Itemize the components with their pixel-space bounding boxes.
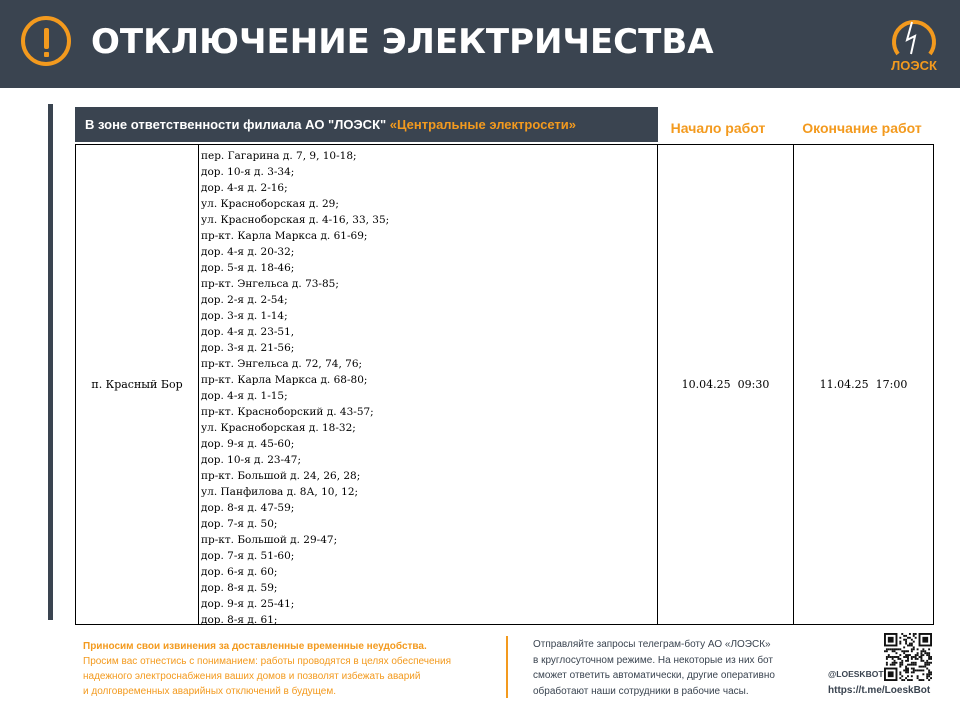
warning-icon: [21, 16, 71, 66]
address-item: дор. 6-я д. 60;: [201, 566, 278, 578]
address-item: дор. 7-я д. 51-60;: [201, 550, 295, 562]
bot-info-line: сможет ответить автоматически, другие оперативно: [533, 670, 775, 681]
address-item: дор. 4-я д. 20-32;: [201, 246, 295, 258]
end-time-cell: 11.04.25 17:00: [819, 378, 908, 391]
address-item: дор. 3-я д. 21-56;: [201, 342, 295, 354]
address-item: дор. 10-я д. 23-47;: [201, 454, 302, 466]
address-item: ул. Красноборская д. 29;: [201, 198, 339, 210]
addresses-cell: [199, 145, 658, 624]
address-item: дор. 10-я д. 3-34;: [201, 166, 295, 178]
address-item: дор. 8-я д. 47-59;: [201, 502, 295, 514]
side-accent-bar: [48, 104, 53, 620]
column-header-end: Окончание работ: [802, 120, 922, 136]
address-item: ул. Красноборская д. 4-16, 33, 35;: [201, 214, 390, 226]
footer-divider: [506, 636, 508, 698]
apology-line: и долговременных аварийных отключений в будущем.: [83, 686, 336, 697]
page-title: ОТКЛЮЧЕНИЕ ЭЛЕКТРИЧЕСТВА: [91, 22, 714, 62]
address-item: пр-кт. Большой д. 29-47;: [201, 534, 338, 546]
address-item: ул. Красноборская д. 18-32;: [201, 422, 356, 434]
address-item: пр-кт. Красноборский д. 43-57;: [201, 406, 374, 418]
bot-info-line: в круглосуточном режиме. На некоторые из них бот: [533, 654, 773, 666]
address-item: дор. 9-я д. 45-60;: [201, 438, 295, 450]
address-item: дор. 8-я д. 59;: [201, 582, 278, 594]
address-item: пр-кт. Карла Маркса д. 61-69;: [201, 230, 368, 242]
zone-branch: «Центральные электросети»: [389, 117, 576, 132]
qr-code-icon[interactable]: [884, 633, 932, 681]
zone-header: [75, 107, 658, 142]
bot-link[interactable]: https://t.me/LoeskBot: [828, 685, 931, 696]
address-item: дор. 2-я д. 2-54;: [201, 294, 288, 306]
bot-info-line: обработают наши сотрудники в рабочие часы.: [533, 685, 749, 697]
bot-info-line: Отправляйте запросы телеграм-боту АО «ЛОЭСК»: [533, 639, 771, 650]
apology-block: [83, 639, 493, 699]
address-item: дор. 7-я д. 50;: [201, 518, 278, 530]
apology-line: Просим вас отнестись с пониманием: работы проводятся в целях обеспечения: [83, 656, 452, 667]
outage-table: [75, 144, 934, 625]
zone-prefix: В зоне ответственности филиала АО "ЛОЭСК": [85, 117, 390, 132]
address-item: пр-кт. Энгельса д. 73-85;: [201, 278, 339, 290]
address-item: пр-кт. Энгельса д. 72, 74, 76;: [201, 358, 363, 370]
apology-heading: Приносим свои извинения за доставленные временные неудобства.: [83, 641, 427, 652]
header-banner: [0, 0, 960, 88]
address-item: пр-кт. Большой д. 24, 26, 28;: [201, 470, 361, 482]
address-item: пр-кт. Карла Маркса д. 68-80;: [201, 374, 368, 386]
lightning-logo-icon: [890, 14, 938, 58]
column-header-start: Начало работ: [670, 120, 766, 136]
apology-line: надежного электроснабжения ваших домов и позволят избежать аварий: [83, 671, 421, 682]
address-item: дор. 4-я д. 23-51,: [201, 326, 295, 338]
address-item: дор. 4-я д. 1-15;: [201, 390, 288, 402]
address-list: [201, 148, 389, 628]
bot-info-block: [533, 637, 813, 699]
address-item: пер. Гагарина д. 7, 9, 10-18;: [201, 150, 357, 162]
bot-handle: @LOESKBOT: [828, 669, 884, 679]
address-item: дор. 9-я д. 25-41;: [201, 598, 295, 610]
loesk-logo: [886, 14, 942, 76]
start-time-cell: 10.04.25 09:30: [658, 145, 794, 624]
logo-text: ЛОЭСК: [891, 58, 937, 73]
address-item: дор. 5-я д. 18-46;: [201, 262, 295, 274]
location-cell: п. Красный Бор: [76, 145, 199, 624]
address-item: ул. Панфилова д. 8А, 10, 12;: [201, 486, 359, 498]
address-item: дор. 4-я д. 2-16;: [201, 182, 288, 194]
address-item: дор. 3-я д. 1-14;: [201, 310, 288, 322]
address-item: дор. 8-я д. 61;: [201, 614, 278, 626]
